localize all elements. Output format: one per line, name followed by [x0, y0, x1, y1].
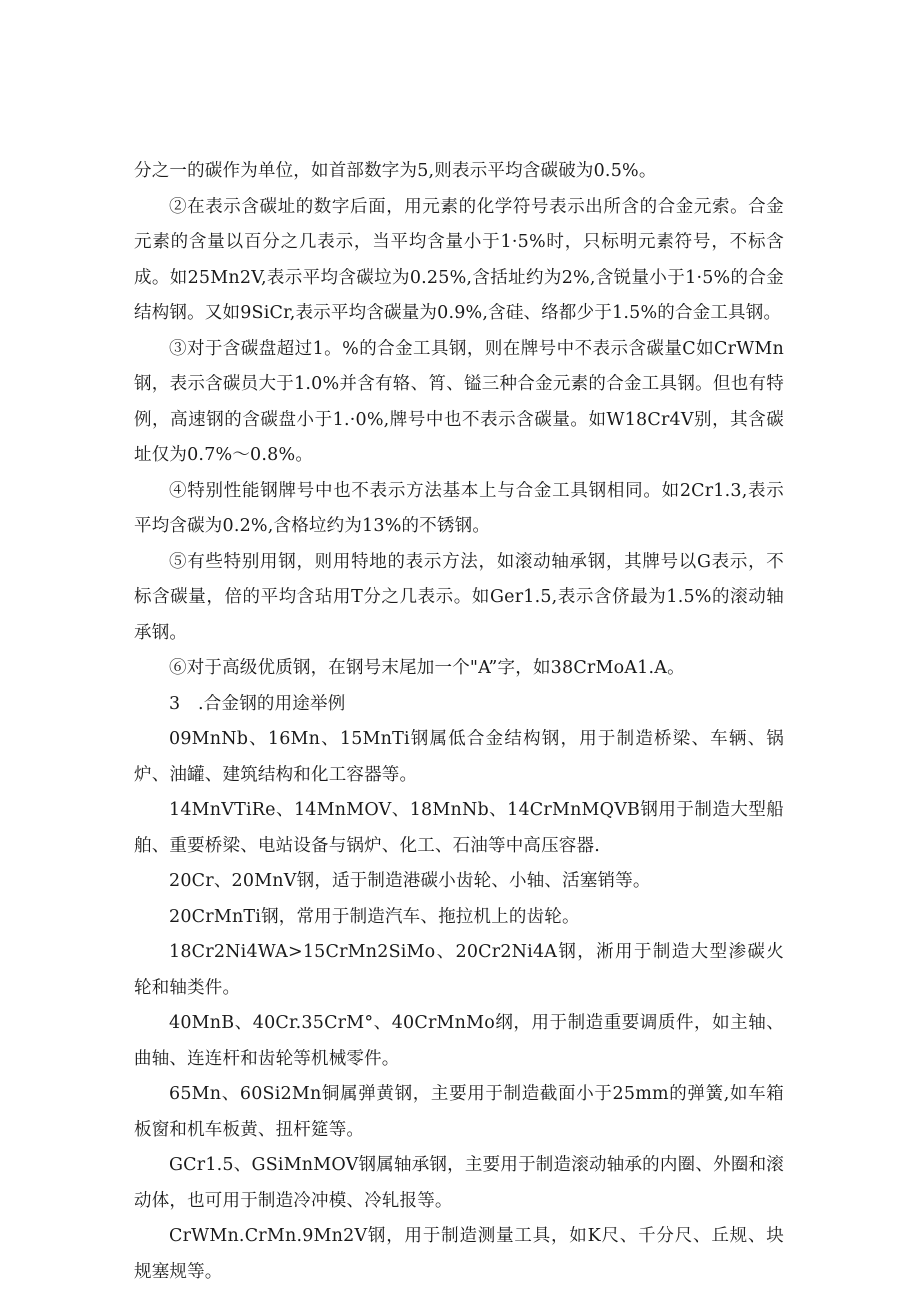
section-heading: 3 .合金钢的用途举例	[169, 693, 346, 714]
paragraph-6: ⑥对于高级优质钢，在钢号末尾加一个"A”字，如38CrMoA1.A。	[169, 658, 685, 678]
paragraph-1: 分之一的碳作为单位，如首部数字为5,则表示平均含碳破为0.5%。	[134, 161, 657, 181]
paragraph-8: 09MnNb、16Mn、15MnTi钢属低合金结构钢，用于制造桥梁、车辆、锅炉、油罐、建筑结构和化工容器等。	[134, 729, 784, 785]
paragraph-4: ④特别性能钢牌号中也不表示方法基本上与合金工具钢相同。如2Cr1.3,表示平均含碳为0.2%,含格垃约为13%的不锈钢。	[134, 480, 784, 536]
paragraph-12: 18Cr2Ni4WA>15CrMn2SiMo、20Cr2Ni4A钢，淅用于制造大型渗碳火轮和轴类件。	[134, 942, 784, 998]
paragraph-3: ③对于含碳盘超过1。%的合金工具钢，则在牌号中不表示含碳量C如CrWMn钢，表示含碳员大于1.0%并含有辂、筲、镒三种合金元素的合金工具钢。但也有特例，高速钢的含碳盘小于1.·0%,牌号中也不表示含碳量。如W18Cr4V别，其含碳址仅为0.7%～0.8%。	[134, 338, 784, 465]
paragraph-16: CrWMn.CrMn.9Mn2V钢，用于制造测量工具，如K尺、千分尺、丘规、块规塞规等。	[134, 1226, 784, 1282]
paragraph-5: ⑤有些特别用钢，则用特地的表示方法，如滚动轴承钢，其牌号以G表示，不标含碳量，倍的平均含玷用T分之几表示。如Ger1.5,表示含侪最为1.5%的滚动轴承钢。	[134, 551, 784, 643]
paragraph-13: 40MnB、40Cr.35CrM°、40CrMnMo纲，用于制造重要调质件，如主轴、曲轴、连连杆和齿轮等机械零件。	[134, 1013, 784, 1069]
paragraph-11: 20CrMnTi钢，常用于制造汽车、拖拉机上的齿轮。	[169, 906, 580, 927]
document-body	[134, 154, 784, 1290]
paragraph-10: 20Cr、20MnV钢，适于制造港碳小齿轮、小轴、活塞销等。	[169, 871, 651, 891]
paragraph-2: ②在表示含碳址的数字后面，用元素的化学符号表示出所含的合金元索。合金元素的含量以百分之几表示，当平均含量小于1·5%时，只标明元素符号，不标含成。如25Mn2V,表示平均含碳垃为0.25%,含括址约为2%,含锐量小于1·5%的合金结构钢。又如9SiCr,表示平均含碳量为0.9%,含硅、络都少于1.5%的合金工具钢。	[134, 196, 784, 323]
paragraph-14: 65Mn、60Si2Mn铜属弹黄钢，主要用于制造截面小于25mm的弹簧,如车箱板窗和机车板黄、扭杆筵等。	[134, 1084, 784, 1140]
paragraph-15: GCr1.5、GSiMnMOV钢属轴承钢，主要用于制造滚动轴承的内圈、外圈和滚动体，也可用于制造冷冲模、冷轧报等。	[134, 1155, 784, 1211]
paragraph-9: 14MnVTiRe、14MnMOV、18MnNb、14CrMnMQVB钢用于制造大型船舶、重要桥梁、电站设备与锅炉、化工、石油等中高压容器.	[134, 800, 784, 856]
